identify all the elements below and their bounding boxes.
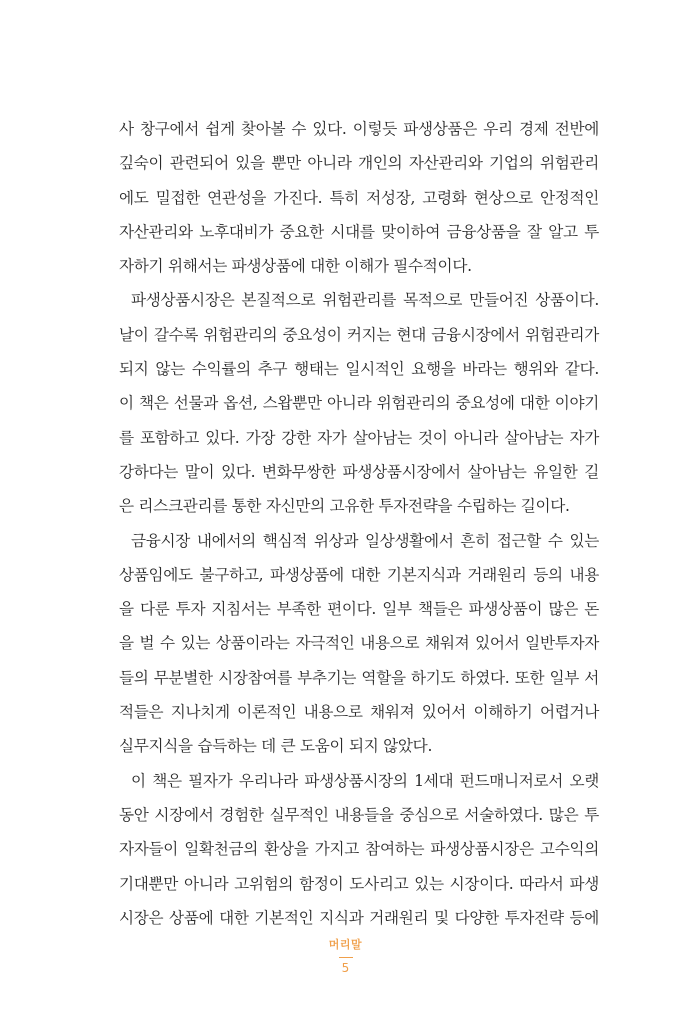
text-line: 기대뿐만 아니라 고위험의 함정이 도사리고 있는 시장이다. 따라서 파생	[119, 874, 599, 893]
paragraph	[119, 283, 599, 523]
text-line: 상품임에도 불구하고, 파생상품에 대한 기본지식과 거래원리 등의 내용	[119, 565, 599, 584]
body-text	[119, 112, 599, 935]
text-line: 이 책은 필자가 우리나라 파생상품시장의 1세대 펀드매니저로서 오랫	[131, 771, 599, 790]
text-line: 금융시장 내에서의 핵심적 위상과 일상생활에서 흔히 접근할 수 있는	[131, 531, 599, 550]
text-line: 은 리스크관리를 통한 자신만의 고유한 투자전략을 수립하는 길이다.	[119, 497, 570, 516]
text-line: 파생상품시장은 본질적으로 위험관리를 목적으로 만들어진 상품이다.	[131, 291, 599, 310]
text-line: 을 다룬 투자 지침서는 부족한 편이다. 일부 책들은 파생상품이 많은 돈	[119, 600, 599, 619]
section-label: 머리말	[328, 938, 363, 951]
text-line: 자산관리와 노후대비가 중요한 시대를 맞이하여 금융상품을 잘 알고 투	[119, 222, 599, 241]
page-footer	[0, 936, 691, 975]
page-number: 5	[341, 961, 350, 975]
text-line: 실무지식을 습득하는 데 큰 도움이 되지 않았다.	[119, 737, 433, 756]
text-line: 적들은 지나치게 이론적인 내용으로 채워져 있어서 이해하기 어렵거나	[119, 703, 599, 722]
text-line: 시장은 상품에 대한 기본적인 지식과 거래원리 및 다양한 투자전략 등에	[119, 908, 599, 927]
text-line: 을 벌 수 있는 상품이라는 자극적인 내용으로 채워져 있어서 일반투자자	[119, 634, 599, 653]
paragraph	[119, 112, 599, 283]
text-line: 강하다는 말이 있다. 변화무쌍한 파생상품시장에서 살아남는 유일한 길	[119, 462, 599, 481]
text-line: 를 포함하고 있다. 가장 강한 자가 살아남는 것이 아니라 살아남는 자가	[119, 428, 599, 447]
text-line: 자하기 위해서는 파생상품에 대한 이해가 필수적이다.	[119, 257, 472, 276]
text-line: 되지 않는 수익률의 추구 행태는 일시적인 요행을 바라는 행위와 같다.	[119, 360, 599, 379]
text-line: 깊숙이 관련되어 있을 뿐만 아니라 개인의 자산관리와 기업의 위험관리	[119, 154, 599, 173]
text-line: 에도 밀접한 연관성을 가진다. 특히 저성장, 고령화 현상으로 안정적인	[119, 188, 599, 207]
text-line: 사 창구에서 쉽게 찾아볼 수 있다. 이렇듯 파생상품은 우리 경제 전반에	[119, 120, 599, 138]
footer-divider	[339, 957, 353, 958]
paragraph	[119, 524, 599, 764]
text-line: 이 책은 선물과 옵션, 스왑뿐만 아니라 위험관리의 중요성에 대한 이야기	[119, 394, 599, 413]
text-line: 자자들이 일확천금의 환상을 가지고 참여하는 파생상품시장은 고수익의	[119, 840, 599, 859]
paragraph	[119, 764, 599, 935]
text-line: 들의 무분별한 시장참여를 부추기는 역할을 하기도 하였다. 또한 일부 서	[119, 668, 599, 687]
text-line: 동안 시장에서 경험한 실무적인 내용들을 중심으로 서술하였다. 많은 투	[119, 805, 599, 824]
text-line: 날이 갈수록 위험관리의 중요성이 커지는 현대 금융시장에서 위험관리가	[119, 325, 599, 344]
